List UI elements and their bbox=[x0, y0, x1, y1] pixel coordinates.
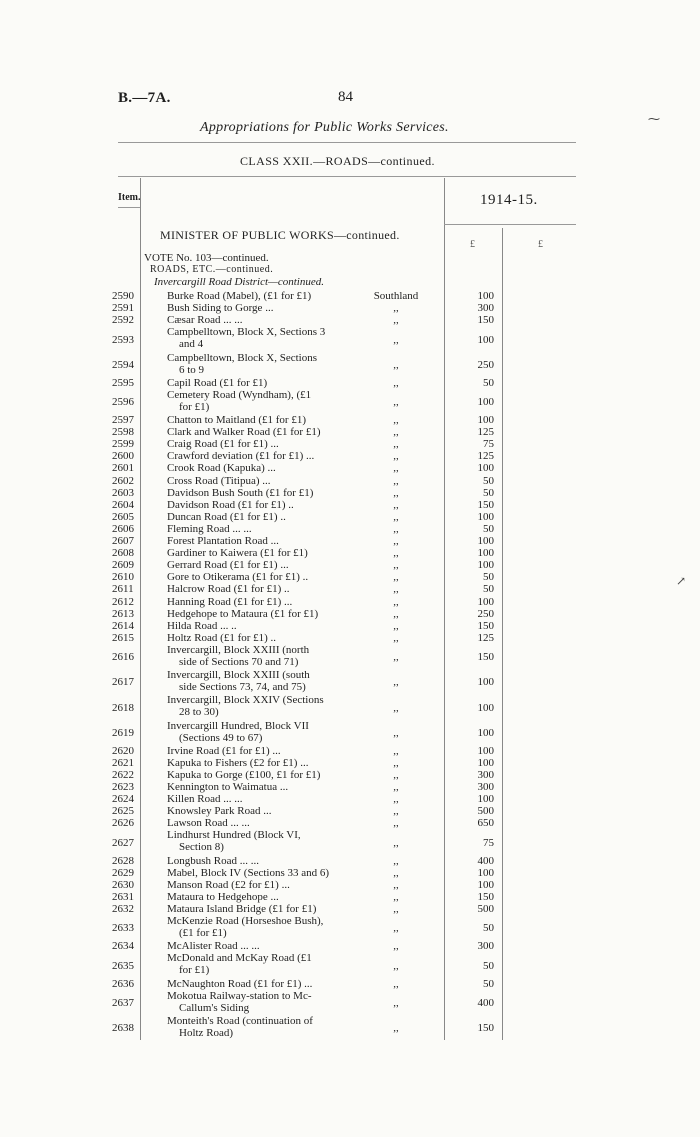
district-location: ,, bbox=[393, 302, 399, 315]
district-location: ,, bbox=[393, 793, 399, 806]
item-number: 2624 bbox=[112, 793, 134, 806]
road-description bbox=[167, 352, 357, 376]
district-location: ,, bbox=[393, 1022, 399, 1035]
road-description-line1: Davidson Road (£1 for £1) .. bbox=[167, 498, 294, 511]
item-number: 2633 bbox=[112, 922, 134, 935]
district-location: ,, bbox=[393, 535, 399, 547]
item-number: 2630 bbox=[112, 878, 134, 891]
district-location: ,, bbox=[393, 450, 399, 463]
road-description-line1: Duncan Road (£1 for £1) .. bbox=[167, 510, 286, 523]
road-description bbox=[167, 487, 357, 499]
road-description-line1: Invercargill, Block XXIII (north bbox=[167, 643, 310, 656]
road-description-line1: Crawford deviation (£1 for £1) ... bbox=[167, 450, 315, 463]
amount-value: 100 bbox=[477, 396, 494, 409]
minister-heading: MINISTER OF PUBLIC WORKS—continued. bbox=[160, 228, 400, 242]
item-number: 2625 bbox=[112, 805, 134, 818]
item-number: 2621 bbox=[112, 756, 134, 769]
road-description-line1: Manson Road (£2 for £1) ... bbox=[167, 878, 290, 891]
road-description bbox=[167, 694, 357, 718]
district-location: ,, bbox=[393, 922, 399, 935]
vote-heading bbox=[144, 252, 269, 264]
district-location: ,, bbox=[393, 358, 399, 371]
road-description-line2: Holtz Road) bbox=[179, 1026, 234, 1039]
road-description bbox=[167, 583, 357, 595]
district-location: ,, bbox=[393, 726, 399, 739]
item-number: 2619 bbox=[112, 726, 134, 739]
road-description-line1: Hilda Road ... .. bbox=[167, 619, 237, 632]
amount-value: 75 bbox=[483, 438, 494, 451]
road-description bbox=[167, 669, 357, 693]
amount-value: 150 bbox=[477, 498, 494, 511]
road-description bbox=[167, 903, 357, 915]
amount-value: 100 bbox=[477, 535, 494, 547]
amount-value: 150 bbox=[477, 314, 494, 327]
item-number: 2631 bbox=[112, 890, 134, 903]
district-location: ,, bbox=[393, 836, 399, 849]
road-description-line1: Holtz Road (£1 for £1) .. bbox=[167, 631, 277, 644]
road-description bbox=[167, 596, 357, 608]
item-number: 2602 bbox=[112, 474, 134, 487]
road-description-line1: Crook Road (Kapuka) ... bbox=[167, 462, 276, 475]
margin-pencil-mark: ⁓ bbox=[648, 112, 660, 126]
road-description-line1: Irvine Road (£1 for £1) ... bbox=[167, 744, 281, 757]
item-number: 2622 bbox=[112, 768, 134, 781]
road-description-line1: Kapuka to Fishers (£2 for £1) ... bbox=[167, 756, 309, 769]
district-location: ,, bbox=[393, 940, 399, 953]
pound-symbol-col2: £ bbox=[538, 239, 543, 250]
road-description bbox=[167, 389, 357, 413]
page-subtitle: Appropriations for Public Works Services. bbox=[200, 120, 449, 135]
road-description-line1: Lindhurst Hundred (Block VI, bbox=[167, 829, 301, 842]
table-top-rule bbox=[118, 176, 576, 177]
road-description-line1: McDonald and McKay Road (£1 bbox=[167, 952, 312, 965]
item-number: 2598 bbox=[112, 426, 134, 439]
district-location: ,, bbox=[393, 959, 399, 972]
amount-value: 250 bbox=[477, 358, 494, 371]
district-location: ,, bbox=[393, 744, 399, 757]
road-description bbox=[167, 450, 357, 462]
district-location: ,, bbox=[393, 595, 399, 608]
district-location: ,, bbox=[393, 426, 399, 439]
amount-value: 75 bbox=[483, 836, 494, 849]
road-description-line1: McKenzie Road (Horseshoe Bush), bbox=[167, 915, 324, 928]
road-description bbox=[167, 1015, 357, 1039]
item-number: 2617 bbox=[112, 676, 134, 689]
road-description-line1: Fleming Road ... ... bbox=[167, 522, 252, 535]
district-location: ,, bbox=[393, 619, 399, 632]
district-location: ,, bbox=[393, 651, 399, 664]
item-number: 2591 bbox=[112, 302, 134, 315]
road-description-line2: side of Sections 70 and 71) bbox=[179, 655, 299, 668]
road-description bbox=[167, 793, 357, 805]
district-location: ,, bbox=[393, 396, 399, 409]
district-location: ,, bbox=[393, 701, 399, 714]
amount-value: 100 bbox=[477, 595, 494, 608]
district-location: Southland bbox=[373, 290, 419, 302]
road-description-line1: Invercargill, Block XXIV (Sections bbox=[167, 694, 324, 707]
amount-value: 300 bbox=[477, 781, 494, 793]
amount-value: 125 bbox=[477, 631, 494, 644]
road-description-line1: Knowsley Park Road ... bbox=[167, 805, 272, 818]
road-description bbox=[167, 535, 357, 547]
amount-value: 150 bbox=[477, 890, 494, 903]
district-location: ,, bbox=[393, 890, 399, 903]
district-heading: Invercargill Road District—continued. bbox=[154, 276, 324, 288]
item-number: 2590 bbox=[112, 290, 134, 302]
year-header-rule bbox=[444, 224, 576, 225]
district-location: ,, bbox=[393, 676, 399, 689]
road-description-line1: Kennington to Waimatua ... bbox=[167, 781, 289, 793]
roads-heading: ROADS, ETC.—continued. bbox=[150, 264, 274, 275]
amount-value: 100 bbox=[477, 793, 494, 806]
district-location: ,, bbox=[393, 376, 399, 389]
amount-value: 100 bbox=[477, 462, 494, 475]
amount-value: 125 bbox=[477, 450, 494, 463]
road-description-line1: Mokotua Railway-station to Mc- bbox=[167, 989, 312, 1002]
road-description bbox=[167, 805, 357, 817]
district-location: ,, bbox=[393, 768, 399, 781]
road-description bbox=[167, 377, 357, 389]
item-number: 2594 bbox=[112, 358, 134, 371]
district-location: ,, bbox=[393, 805, 399, 818]
item-number: 2595 bbox=[112, 376, 134, 389]
road-description bbox=[167, 290, 357, 302]
amount-column-rule-left bbox=[444, 178, 445, 1040]
amount-column-rule-mid bbox=[502, 228, 503, 1040]
district-location: ,, bbox=[393, 333, 399, 346]
item-number: 2627 bbox=[112, 836, 134, 849]
road-description bbox=[167, 426, 357, 438]
item-number: 2610 bbox=[112, 571, 134, 584]
amount-value: 100 bbox=[477, 701, 494, 714]
item-number: 2603 bbox=[112, 486, 134, 499]
road-description-line1: Hanning Road (£1 for £1) ... bbox=[167, 595, 293, 608]
district-location: ,, bbox=[393, 866, 399, 879]
road-description-line1: Invercargill Hundred, Block VII bbox=[167, 719, 309, 732]
item-number: 2604 bbox=[112, 498, 134, 511]
district-location: ,, bbox=[393, 878, 399, 891]
road-description-line1: Davidson Bush South (£1 for £1) bbox=[167, 486, 314, 499]
document-code: B.—7A. bbox=[118, 90, 171, 106]
road-description bbox=[167, 314, 357, 326]
road-description-line1: Killen Road ... ... bbox=[167, 793, 243, 806]
item-number: 2599 bbox=[112, 438, 134, 451]
district-location: ,, bbox=[393, 486, 399, 499]
amount-value: 50 bbox=[483, 474, 494, 487]
road-description-line1: Chatton to Maitland (£1 for £1) bbox=[167, 414, 307, 426]
amount-value: 100 bbox=[477, 559, 494, 572]
amount-value: 100 bbox=[477, 333, 494, 346]
item-number: 2605 bbox=[112, 510, 134, 523]
item-number: 2638 bbox=[112, 1022, 134, 1035]
district-location: ,, bbox=[393, 510, 399, 523]
district-location: ,, bbox=[393, 314, 399, 327]
amount-value: 300 bbox=[477, 940, 494, 953]
road-description-line1: Campbelltown, Block X, Sections bbox=[167, 351, 318, 364]
road-description-line1: Campbelltown, Block X, Sections 3 bbox=[167, 326, 326, 339]
district-location: ,, bbox=[393, 854, 399, 867]
margin-arrow-mark: ↗ bbox=[676, 574, 687, 588]
road-description bbox=[167, 952, 357, 976]
item-number: 2635 bbox=[112, 959, 134, 972]
item-header-rule bbox=[118, 207, 140, 208]
road-description bbox=[167, 326, 357, 350]
road-description bbox=[167, 867, 357, 879]
road-description-line2: (£1 for £1) bbox=[179, 927, 227, 940]
amount-value: 150 bbox=[477, 1022, 494, 1035]
amount-value: 650 bbox=[477, 817, 494, 830]
item-number: 2612 bbox=[112, 595, 134, 608]
amount-value: 400 bbox=[477, 854, 494, 867]
amount-value: 50 bbox=[483, 922, 494, 935]
item-number: 2636 bbox=[112, 977, 134, 990]
district-location: ,, bbox=[393, 414, 399, 426]
road-description-line1: Cæsar Road ... ... bbox=[167, 314, 243, 327]
road-description bbox=[167, 978, 357, 990]
amount-value: 150 bbox=[477, 651, 494, 664]
road-description bbox=[167, 745, 357, 757]
road-description-line1: Craig Road (£1 for £1) ... bbox=[167, 438, 279, 451]
amount-value: 100 bbox=[477, 726, 494, 739]
year-column-header: 1914-15. bbox=[480, 192, 538, 208]
district-location: ,, bbox=[393, 559, 399, 572]
road-description bbox=[167, 608, 357, 620]
item-number: 2614 bbox=[112, 619, 134, 632]
class-heading: CLASS XXII.—ROADS—continued. bbox=[240, 154, 435, 168]
road-description-line1: Cemetery Road (Wyndham), (£1 bbox=[167, 388, 312, 401]
district-location: ,, bbox=[393, 498, 399, 511]
amount-value: 100 bbox=[477, 866, 494, 879]
amount-value: 50 bbox=[483, 376, 494, 389]
item-number: 2629 bbox=[112, 866, 134, 879]
district-location: ,, bbox=[393, 781, 399, 793]
road-description-line2: (Sections 49 to 67) bbox=[179, 731, 263, 744]
item-number: 2616 bbox=[112, 651, 134, 664]
pound-symbol-col1: £ bbox=[470, 239, 475, 250]
district-location: ,, bbox=[393, 583, 399, 596]
road-description-line1: McAlister Road ... ... bbox=[167, 940, 260, 953]
district-location: ,, bbox=[393, 547, 399, 560]
district-location: ,, bbox=[393, 756, 399, 769]
road-description-line1: Kapuka to Gorge (£100, £1 for £1) bbox=[167, 768, 321, 781]
road-description-line2: for £1) bbox=[179, 964, 210, 977]
road-description-line2: 6 to 9 bbox=[179, 363, 205, 376]
district-location: ,, bbox=[393, 996, 399, 1009]
road-description bbox=[167, 891, 357, 903]
road-description bbox=[167, 817, 357, 829]
amount-value: 50 bbox=[483, 977, 494, 990]
item-number: 2632 bbox=[112, 903, 134, 915]
amount-value: 100 bbox=[477, 290, 494, 302]
road-description bbox=[167, 438, 357, 450]
road-description bbox=[167, 757, 357, 769]
item-number: 2634 bbox=[112, 940, 134, 953]
item-number: 2600 bbox=[112, 450, 134, 463]
road-description-line1: Mabel, Block IV (Sections 33 and 6) bbox=[167, 866, 330, 879]
amount-value: 100 bbox=[477, 414, 494, 426]
road-description bbox=[167, 769, 357, 781]
district-location: ,, bbox=[393, 462, 399, 475]
district-location: ,, bbox=[393, 571, 399, 584]
item-number: 2626 bbox=[112, 817, 134, 830]
road-description-line1: Gore to Otikerama (£1 for £1) .. bbox=[167, 571, 309, 584]
road-description bbox=[167, 990, 357, 1014]
road-description-line1: Bush Siding to Gorge ... bbox=[167, 302, 274, 315]
road-description-line2: for £1) bbox=[179, 400, 210, 413]
amount-value: 100 bbox=[477, 744, 494, 757]
road-description bbox=[167, 620, 357, 632]
amount-value: 150 bbox=[477, 619, 494, 632]
road-description-line2: and 4 bbox=[179, 338, 204, 351]
header-divider bbox=[118, 142, 576, 143]
item-number: 2611 bbox=[112, 583, 134, 596]
item-number: 2628 bbox=[112, 854, 134, 867]
district-location: ,, bbox=[393, 522, 399, 535]
item-number: 2596 bbox=[112, 396, 134, 409]
item-number: 2592 bbox=[112, 314, 134, 327]
road-description-line2: 28 to 30) bbox=[179, 706, 219, 719]
road-description-line2: side Sections 73, 74, and 75) bbox=[179, 681, 306, 694]
amount-value: 50 bbox=[483, 959, 494, 972]
amount-value: 50 bbox=[483, 583, 494, 596]
road-description bbox=[167, 879, 357, 891]
road-description-line1: Invercargill, Block XXIII (south bbox=[167, 669, 310, 682]
item-number: 2609 bbox=[112, 559, 134, 572]
road-description-line1: McNaughton Road (£1 for £1) ... bbox=[167, 977, 313, 990]
road-description bbox=[167, 475, 357, 487]
road-description bbox=[167, 632, 357, 644]
item-number: 2613 bbox=[112, 607, 134, 620]
item-number: 2607 bbox=[112, 535, 134, 547]
road-description-line1: Lawson Road ... ... bbox=[167, 817, 250, 830]
road-description-line1: Gardiner to Kaiwera (£1 for £1) bbox=[167, 547, 308, 560]
road-description bbox=[167, 302, 357, 314]
road-description-line1: Mataura to Hedgehope ... bbox=[167, 890, 279, 903]
road-description-line1: Gerrard Road (£1 for £1) ... bbox=[167, 559, 289, 572]
district-location: ,, bbox=[393, 607, 399, 620]
district-location: ,, bbox=[393, 903, 399, 915]
amount-value: 50 bbox=[483, 522, 494, 535]
road-description bbox=[167, 414, 357, 426]
road-description-line1: Mataura Island Bridge (£1 for £1) bbox=[167, 903, 317, 915]
road-description-line2: Section 8) bbox=[179, 841, 224, 854]
vote-text: VOTE No. 103—continued. bbox=[144, 252, 269, 264]
amount-value: 100 bbox=[477, 756, 494, 769]
road-description-line1: Hedgehope to Mataura (£1 for £1) bbox=[167, 607, 319, 620]
item-column-header: Item. bbox=[118, 192, 141, 203]
item-number: 2601 bbox=[112, 462, 134, 475]
road-description-line2: Callum's Siding bbox=[179, 1001, 250, 1014]
road-description bbox=[167, 720, 357, 744]
road-description bbox=[167, 511, 357, 523]
road-description-line1: Cross Road (Titipua) ... bbox=[167, 474, 271, 487]
district-location: ,, bbox=[393, 977, 399, 990]
road-description bbox=[167, 855, 357, 867]
amount-value: 100 bbox=[477, 676, 494, 689]
amount-value: 500 bbox=[477, 805, 494, 818]
road-description bbox=[167, 829, 357, 853]
amount-value: 50 bbox=[483, 571, 494, 584]
road-description-line1: Clark and Walker Road (£1 for £1) bbox=[167, 426, 321, 439]
amount-value: 100 bbox=[477, 878, 494, 891]
road-description-line1: Halcrow Road (£1 for £1) .. bbox=[167, 583, 290, 596]
amount-value: 300 bbox=[477, 302, 494, 315]
amount-value: 125 bbox=[477, 426, 494, 439]
amount-value: 100 bbox=[477, 547, 494, 560]
amount-value: 300 bbox=[477, 768, 494, 781]
district-location: ,, bbox=[393, 817, 399, 830]
page-number: 84 bbox=[338, 89, 353, 105]
road-description bbox=[167, 571, 357, 583]
district-location: ,, bbox=[393, 631, 399, 644]
item-number: 2597 bbox=[112, 414, 134, 426]
amount-value: 50 bbox=[483, 486, 494, 499]
road-description bbox=[167, 559, 357, 571]
road-description-line1: Monteith's Road (continuation of bbox=[167, 1014, 313, 1027]
district-location: ,, bbox=[393, 474, 399, 487]
item-number: 2615 bbox=[112, 631, 134, 644]
road-description-line1: Burke Road (Mabel), (£1 for £1) bbox=[167, 290, 312, 302]
item-number: 2608 bbox=[112, 547, 134, 560]
road-description bbox=[167, 523, 357, 535]
item-number: 2618 bbox=[112, 701, 134, 714]
amount-value: 250 bbox=[477, 607, 494, 620]
amount-value: 400 bbox=[477, 996, 494, 1009]
road-description bbox=[167, 915, 357, 939]
road-description bbox=[167, 547, 357, 559]
road-description bbox=[167, 462, 357, 474]
amount-value: 500 bbox=[477, 903, 494, 915]
road-description-line1: Longbush Road ... ... bbox=[167, 854, 259, 867]
district-location: ,, bbox=[393, 438, 399, 451]
item-number: 2623 bbox=[112, 781, 134, 793]
item-number: 2593 bbox=[112, 333, 134, 346]
item-number: 2620 bbox=[112, 744, 134, 757]
road-description-line1: Forest Plantation Road ... bbox=[167, 535, 279, 547]
road-description bbox=[167, 940, 357, 952]
amount-value: 100 bbox=[477, 510, 494, 523]
item-number: 2606 bbox=[112, 522, 134, 535]
road-description bbox=[167, 499, 357, 511]
item-number: 2637 bbox=[112, 996, 134, 1009]
road-description bbox=[167, 781, 357, 793]
road-description bbox=[167, 644, 357, 668]
road-description-line1: Capil Road (£1 for £1) bbox=[167, 376, 268, 389]
